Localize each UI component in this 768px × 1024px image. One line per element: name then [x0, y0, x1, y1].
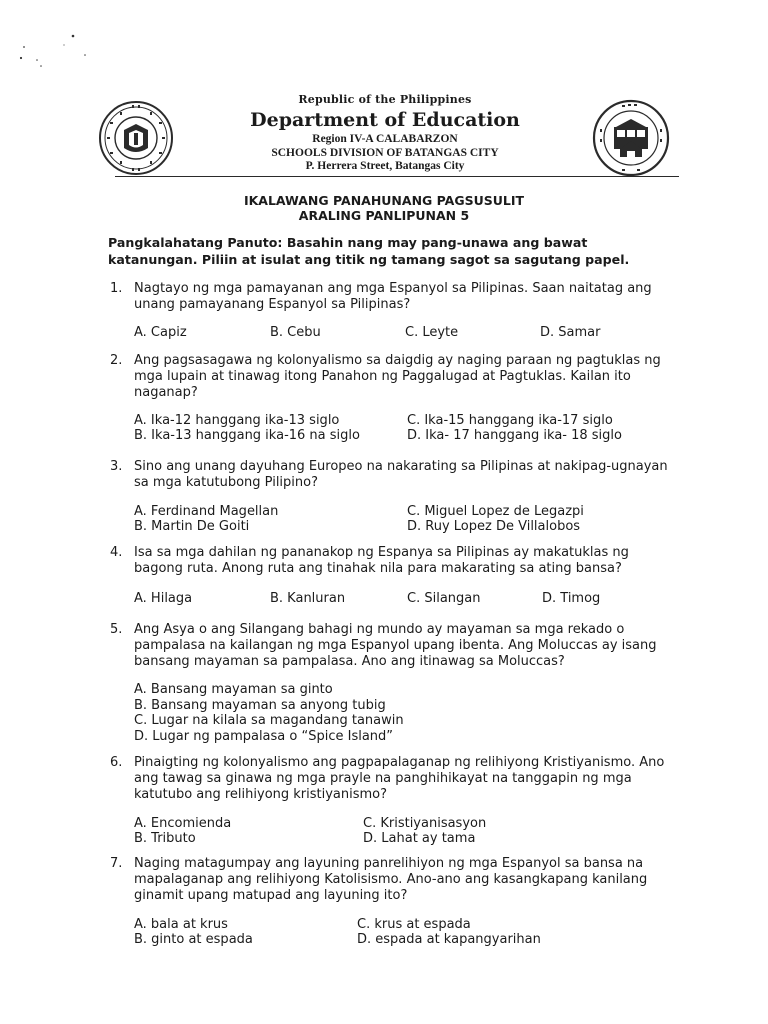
choice-b: B. Tributo [134, 831, 196, 846]
question-stem: Isa sa mga dahilan ng pananakop ng Espanya sa Pilipinas ay makatuklas ng bagong ruta. Anong ruta ang tinahak nila para makarating sa ating bansa? [134, 545, 629, 576]
question-number: 3. [110, 459, 123, 474]
choice-a: A. Capiz [134, 325, 187, 340]
choice-a: A. Ferdinand Magellan [134, 504, 279, 519]
scan-specks [0, 0, 110, 80]
question-number: 4. [110, 545, 123, 560]
header-rule [115, 176, 679, 177]
choice-d: D. Timog [542, 591, 601, 606]
choice-d: D. Lugar ng pampalasa o “Spice Island” [134, 728, 394, 744]
choices [134, 504, 680, 535]
choice-b: B. Cebu [270, 325, 321, 340]
question-number: 5. [110, 622, 123, 637]
exam-subject: ARALING PANLIPUNAN 5 [298, 208, 470, 223]
choice-a: A. Bansang mayaman sa ginto [134, 682, 333, 697]
division-line: SCHOOLS DIVISION OF BATANGAS CITY [271, 146, 499, 159]
choices [134, 325, 680, 341]
choice-a: A. Encomienda [134, 816, 232, 831]
choice-b: B. Ika-13 hanggang ika-16 na siglo [134, 428, 360, 443]
choice-c: C. Silangan [407, 591, 481, 606]
choice-c: C. krus at espada [357, 917, 471, 932]
choice-c: C. Leyte [405, 325, 459, 340]
deped-seal-icon [98, 100, 174, 176]
choices [134, 413, 680, 444]
question-number: 7. [110, 856, 123, 871]
question-7 [110, 856, 680, 948]
exam-title: IKALAWANG PANAHUNANG PAGSUSULIT [243, 193, 525, 208]
question-5 [110, 622, 680, 744]
address-line: P. Herrera Street, Batangas City [305, 160, 465, 172]
choice-a: A. bala at krus [134, 917, 228, 932]
choice-c: C. Ika-15 hanggang ika-17 siglo [407, 413, 613, 428]
region-line: Region IV-A CALABARZON [312, 133, 458, 145]
question-4 [110, 545, 680, 607]
choice-b: B. Martin De Goiti [134, 519, 250, 534]
question-2 [110, 353, 680, 444]
question-stem: Nagtayo ng mga pamayanan ang mga Espanyol sa Pilipinas. Saan naitatag ang unang pamayanang Espanyol sa Pilipinas? [134, 281, 652, 312]
question-stem: Ang Asya o ang Silangang bahagi ng mundo ay mayaman sa mga rekado o pampalasa na kailangan ng mga Espanyol upang ibenta. Ang Moluccas ay isang bansang mayaman sa pampalasa. Ano ang itinawag sa Moluccas? [134, 622, 657, 669]
choices [134, 917, 680, 948]
republic-line: Republic of the Philippines [298, 93, 472, 106]
question-stem: Ang pagsasagawa ng kolonyalismo sa daigdig ay naging paraan ng pagtuklas ng mga lupain at tinawag itong Panahon ng Paggalugad at Pagtuklas. Kailan ito naganap? [134, 353, 661, 400]
choices [134, 591, 680, 607]
department-line: Department of Education [250, 109, 520, 131]
choices [134, 816, 680, 847]
choice-d: D. Ruy Lopez De Villalobos [407, 519, 581, 534]
question-6 [110, 755, 680, 847]
choice-d: D. Samar [540, 325, 601, 340]
deped-seal [98, 100, 174, 176]
general-instructions: Pangkalahatang Panuto: Basahin nang may pang-unawa ang bawat katanungan. Piliin at isulat ang titik ng tamang sagot sa sagutang papel. [108, 235, 630, 267]
division-seal [592, 99, 670, 177]
question-1 [110, 281, 680, 341]
question-stem: Naging matagumpay ang layuning panrelihiyon ng mga Espanyol sa bansa na mapalaganap ang relihiyong Katolisismo. Ano-ano ang kasangkapang kanilang ginamit upang matupad ang layuning ito? [134, 856, 648, 903]
choice-c: C. Kristiyanisasyon [363, 816, 487, 831]
question-number: 1. [110, 281, 123, 296]
question-stem: Sino ang unang dayuhang Europeo na nakarating sa Pilipinas at nakipag-ugnayan sa mga katutubong Pilipino? [134, 459, 668, 490]
choices [134, 682, 680, 744]
question-number: 6. [110, 755, 123, 770]
choice-b: B. Kanluran [270, 591, 346, 606]
letterhead [230, 92, 540, 174]
choice-c: C. Lugar na kilala sa magandang tanawin [134, 713, 404, 728]
choice-a: A. Ika-12 hanggang ika-13 siglo [134, 413, 340, 428]
choice-d: D. espada at kapangyarihan [357, 932, 541, 947]
choice-a: A. Hilaga [134, 591, 193, 606]
choice-b: B. ginto at espada [134, 932, 253, 947]
choice-d: D. Ika- 17 hanggang ika- 18 siglo [407, 428, 622, 443]
question-3 [110, 459, 680, 535]
choice-c: C. Miguel Lopez de Legazpi [407, 504, 584, 519]
question-stem: Pinaigting ng kolonyalismo ang pagpapalaganap ng relihiyong Kristiyanismo. Ano ang tawag sa ginawa ng mga prayle na panghihikayat na tanggapin ng mga katutubo ang relihiyong kristiyanismo? [134, 755, 665, 802]
choice-d: D. Lahat ay tama [363, 831, 476, 846]
question-number: 2. [110, 353, 123, 368]
schools-division-seal-icon [592, 99, 670, 177]
choice-b: B. Bansang mayaman sa anyong tubig [134, 697, 386, 713]
